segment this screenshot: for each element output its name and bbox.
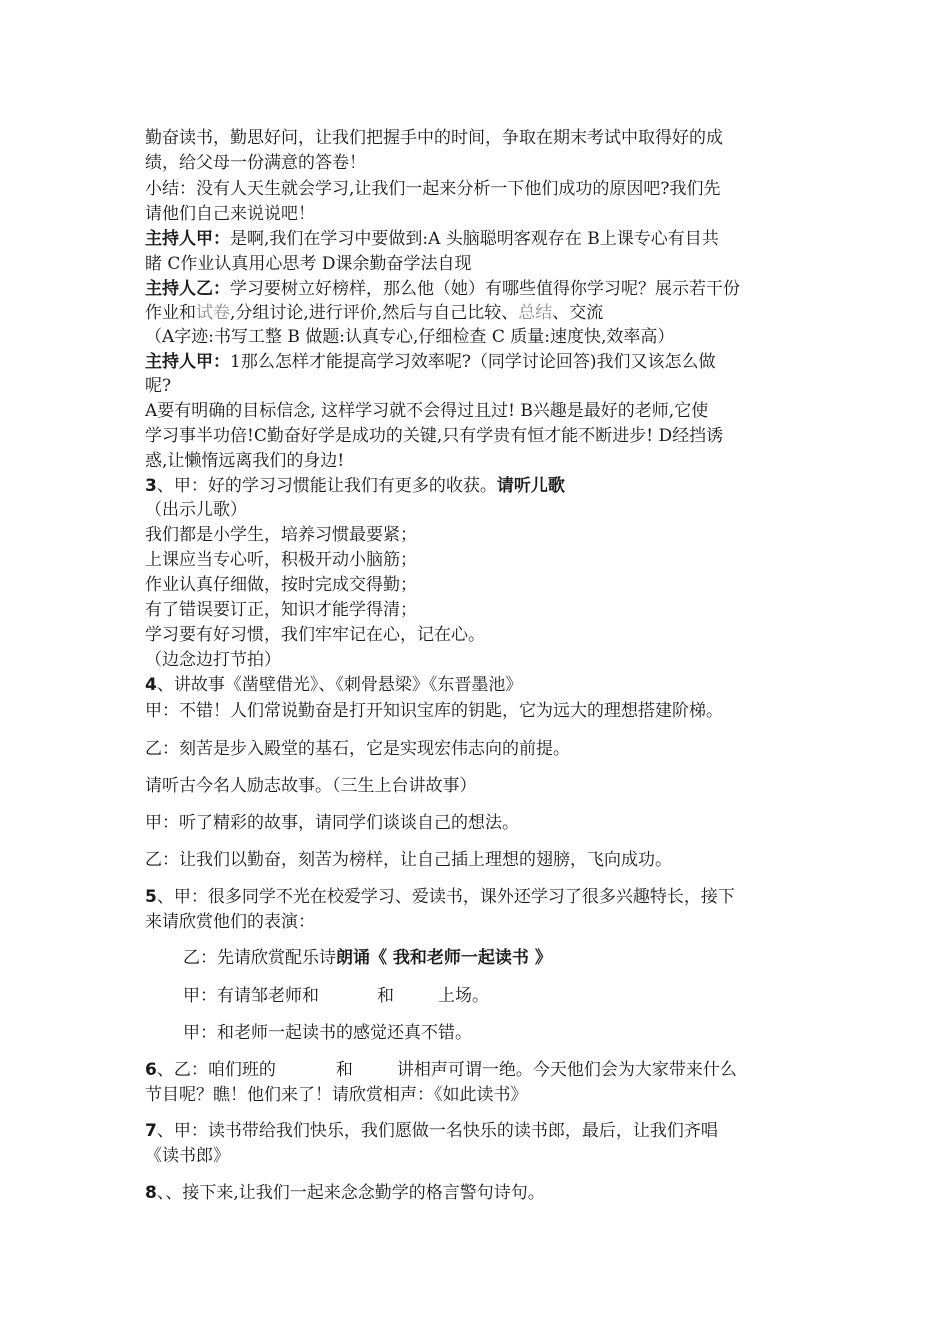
text-line — [145, 1181, 545, 1205]
section-number: 5 — [145, 887, 157, 907]
line-text: 、甲：读书带给我们快乐，我们愿做一名快乐的读书郎，最后，让我们齐唱 — [156, 1121, 718, 1141]
line-text: 乙：先请欣赏配乐诗 — [183, 948, 336, 968]
speaker-label: 主持人乙： — [145, 279, 230, 299]
line-text: 甲：有请邹老师和 — [183, 986, 319, 1006]
line-text: 讲相声可谓一绝。今天他们会为大家带来什么 — [396, 1060, 737, 1080]
section-number: 7 — [145, 1121, 157, 1141]
line-text: 是啊,我们在学习中要做到:A 头脑聪明客观存在 B上课专心有目共 — [230, 229, 719, 249]
text-line: 作业认真仔细做，按时完成交得勤； — [145, 575, 417, 595]
text-line: 来请欣赏他们的表演： — [145, 912, 315, 932]
line-text: 、乙：咱们班的 — [156, 1060, 276, 1080]
line-text: 、讲故事《凿壁借光》、《刺骨悬梁》《东晋墨池》 — [156, 675, 523, 695]
text-line — [183, 984, 489, 1008]
section-number: 4 — [145, 675, 157, 695]
text-line: 学习要有好习惯，我们牢牢记在心，记在心。 — [145, 625, 485, 645]
text-line: A要有明确的目标信念, 这样学习就不会得过且过! B兴趣是最好的老师,它使 — [145, 401, 709, 421]
text-line: 勤奋读书，勤思好问，让我们把握手中的时间，争取在期末考试中取得好的成 — [145, 128, 723, 148]
line-text: 学习要树立好榜样，那么他（她）有哪些值得你学习呢？展示若干份 — [230, 279, 740, 299]
text-line: 睹 C作业认真用心思考 D课余勤奋学法自现 — [145, 254, 472, 274]
text-line: 甲：听了精彩的故事，请同学们谈谈自己的想法。 — [145, 813, 519, 833]
section-number: 6 — [145, 1060, 157, 1080]
speaker-label: 主持人甲： — [145, 229, 230, 249]
line-text: 1那么怎样才能提高学习效率呢?（同学讨论回答)我们又该怎么做 — [230, 352, 716, 372]
line-text: ,分组讨论,进行评价,然后与自己比较、 — [230, 303, 519, 323]
text-line: 上课应当专心听，积极开动小脑筋； — [145, 550, 417, 570]
line-text: 作业和 — [145, 303, 196, 323]
text-line: 绩，给父母一份满意的答卷！ — [145, 153, 366, 173]
text-line — [145, 350, 716, 374]
line-text: 上场。 — [438, 986, 489, 1006]
text-line — [145, 673, 522, 697]
text-line — [183, 946, 552, 970]
section-number: 8 — [145, 1183, 157, 1203]
section-number: 3 — [145, 476, 157, 496]
line-text: 、甲：很多同学不光在校爱学习、爱读书，课外还学习了很多兴趣特长，接下 — [156, 887, 735, 907]
text-line — [145, 227, 719, 251]
line-text: 、、接下来,让我们一起来念念勤学的格言警句诗句。 — [156, 1183, 545, 1203]
text-line — [145, 885, 735, 909]
text-line: 小结：没有人天生就会学习,让我们一起来分析一下他们成功的原因吧?我们先 — [145, 179, 721, 199]
text-line: 乙：让我们以勤奋，刻苦为榜样，让自己插上理想的翅膀，飞向成功。 — [145, 850, 672, 870]
text-line — [145, 474, 565, 498]
bold-text: 朗诵《 我和老师一起读书 》 — [336, 948, 552, 968]
text-line: （A字迹:书写工整 B 做题:认真专心,仔细检查 C 质量:速度快,效率高） — [145, 327, 675, 347]
text-line — [145, 301, 603, 325]
text-line: 呢? — [145, 376, 172, 396]
text-line: 学习事半功倍!C勤奋好学是成功的关键,只有学贵有恒才能不断进步! D经挡诱 — [145, 426, 724, 446]
line-text: 、交流 — [552, 303, 604, 323]
text-line — [145, 1119, 718, 1143]
text-line: 《读书郎》 — [145, 1146, 230, 1166]
text-line: （边念边打节拍） — [145, 650, 281, 670]
line-text: 和 — [377, 986, 394, 1006]
line-text: 和 — [335, 1060, 353, 1080]
link-text: 试卷 — [196, 303, 230, 323]
link-text: 总结 — [518, 303, 553, 323]
text-line: 有了错误要订正，知识才能学得清； — [145, 600, 417, 620]
text-line: 节目呢？瞧！他们来了！请欣赏相声：《如此读书》 — [145, 1085, 528, 1105]
line-text: 、甲：好的学习习惯能让我们有更多的收获。 — [156, 476, 497, 496]
text-line: 甲：和老师一起读书的感觉还真不错。 — [183, 1023, 472, 1043]
text-line — [145, 277, 740, 301]
text-line: 惑,让懒惰远离我们的身边! — [145, 451, 345, 471]
text-line: （出示儿歌） — [145, 500, 247, 520]
speaker-label: 主持人甲： — [145, 352, 230, 372]
bold-text: 请听儿歌 — [496, 476, 565, 496]
text-line: 我们都是小学生，培养习惯最要紧； — [145, 525, 417, 545]
text-line: 甲：不错！人们常说勤奋是打开知识宝库的钥匙，它为远大的理想搭建阶梯。 — [145, 701, 723, 721]
text-line: 请他们自己来说说吧！ — [145, 204, 315, 224]
text-line — [145, 1058, 737, 1082]
text-line: 请听古今名人励志故事。（三生上台讲故事） — [145, 776, 477, 796]
text-line: 乙：刻苦是步入殿堂的基石，它是实现宏伟志向的前提。 — [145, 739, 570, 759]
